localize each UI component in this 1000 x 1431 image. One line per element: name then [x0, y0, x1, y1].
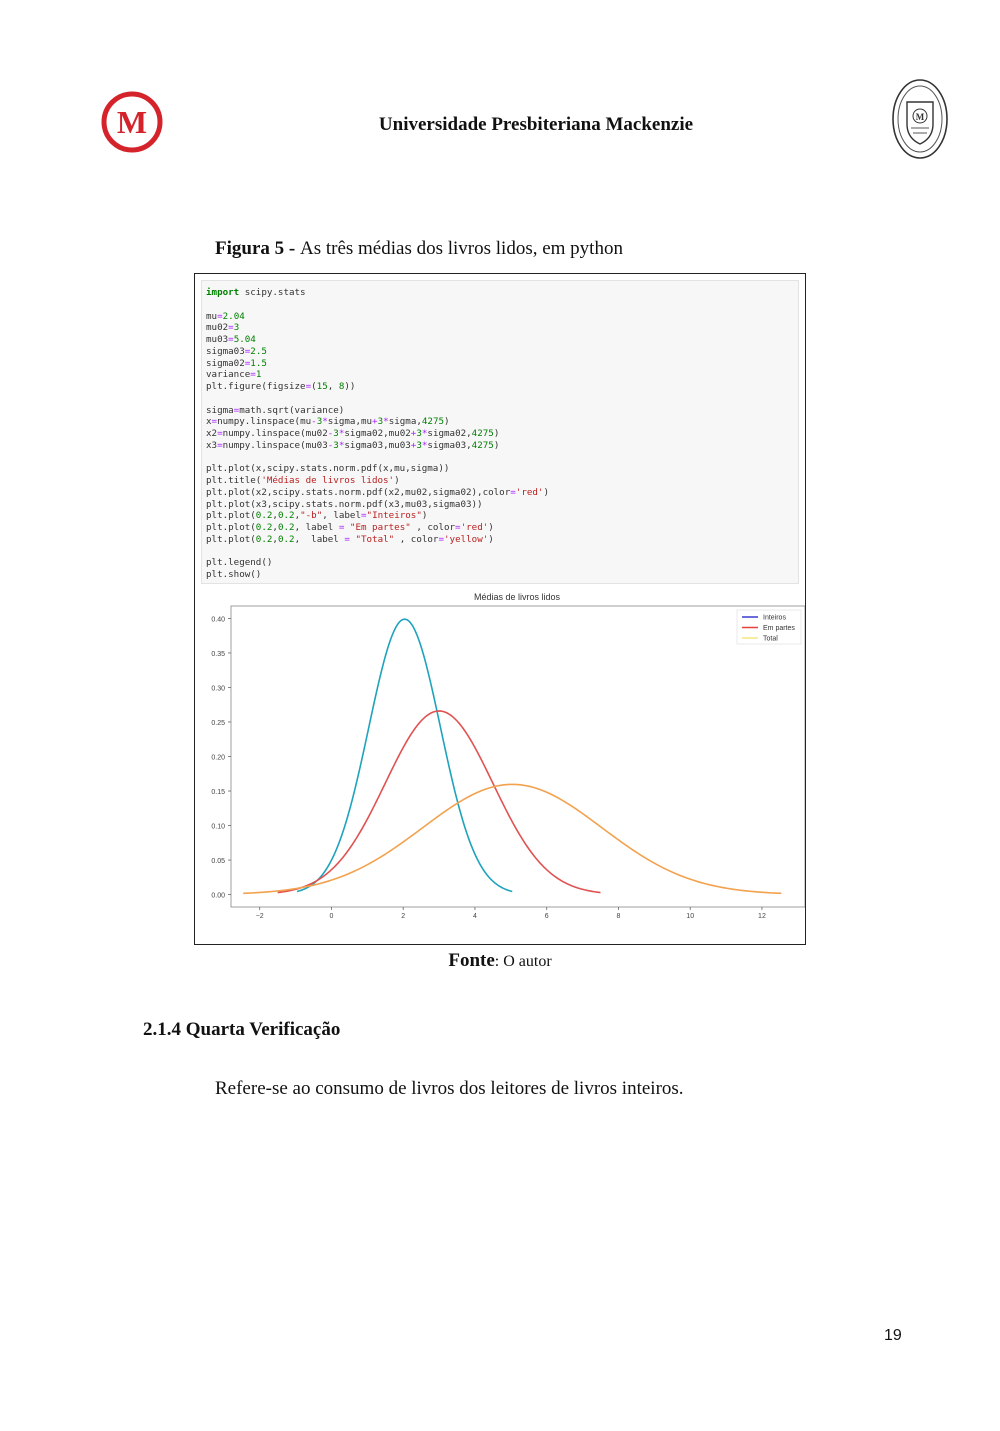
code-line: [206, 334, 549, 346]
code-line: [206, 322, 549, 334]
code-token: "Em partes": [349, 522, 411, 533]
code-token: =: [228, 334, 234, 345]
code-line: [206, 546, 549, 558]
code-line: [206, 311, 549, 323]
y-axis-ticks: [211, 616, 231, 899]
code-token: numpy.linspace(mu: [217, 416, 312, 428]
code-token: =: [338, 522, 345, 533]
code-token: ): [493, 439, 500, 451]
code-line: [206, 287, 549, 299]
y-tick-label: 0.40: [211, 616, 225, 624]
code-token: 0.2: [255, 533, 273, 545]
code-token: plt.plot(x3,scipy.stats.norm.pdf(x3,mu03,sigma03)): [206, 498, 483, 510]
code-token: plt.plot(x2,scipy.stats.norm.pdf(x2,mu02,sigma02),color: [206, 486, 511, 498]
code-token: ,: [327, 381, 339, 392]
legend-label: Total: [763, 635, 778, 643]
x-tick-label: 8: [616, 913, 621, 920]
code-token: =: [217, 310, 223, 322]
code-token: sigma02,: [427, 428, 472, 439]
code-token: 4275: [421, 416, 445, 428]
code-token: , color: [410, 522, 456, 533]
code-token: ,: [272, 510, 278, 522]
code-token: *: [421, 428, 428, 439]
code-token: 5.04: [233, 334, 256, 345]
code-token: plt.plot(x,scipy.stats.norm.pdf(x,mu,sigma)): [206, 463, 450, 475]
code-token: =: [455, 522, 461, 533]
code-token: ): [394, 475, 400, 486]
code-token: sigma03: [206, 345, 245, 357]
code-token: plt.show(): [206, 569, 262, 580]
code-token: ): [421, 510, 428, 522]
code-token: mu02: [206, 322, 229, 334]
code-token: , label: [294, 522, 339, 533]
code-line: [206, 569, 549, 581]
code-token: )): [344, 381, 356, 392]
code-token: *: [338, 439, 345, 451]
code-token: mu: [206, 310, 218, 322]
code-token: sigma03,: [427, 439, 472, 451]
code-token: 8: [338, 381, 345, 392]
figure-frame: [194, 273, 806, 945]
chart-title: Médias de livros lidos: [473, 592, 561, 602]
figure-separator: -: [284, 238, 300, 259]
code-token: =: [438, 533, 444, 545]
code-token: 0.2: [255, 522, 273, 533]
code-line: [206, 463, 549, 475]
x-tick-label: 6: [544, 913, 549, 920]
seal-letter: M: [915, 112, 925, 122]
x-tick-label: 2: [401, 913, 406, 920]
code-token: =: [217, 428, 223, 439]
code-token: *: [421, 439, 428, 451]
code-token: +: [410, 428, 417, 439]
code-line: [206, 381, 549, 393]
code-token: "Inteiros": [366, 510, 422, 522]
code-token: 'red': [515, 486, 544, 498]
code-token: math.sqrt(variance): [239, 404, 345, 416]
code-token: 15: [316, 381, 328, 392]
code-token: -: [311, 416, 317, 428]
code-token: sigma,mu: [327, 416, 373, 428]
code-token: =: [510, 486, 516, 498]
code-token: *: [383, 416, 389, 428]
code-token: mu03: [206, 334, 229, 345]
code-token: ,: [272, 533, 278, 545]
source-label: Fonte: [448, 950, 495, 971]
code-token: (: [311, 381, 317, 392]
code-token: +: [410, 439, 417, 451]
page-number: 19: [884, 1327, 902, 1344]
code-token: sigma03,mu03: [344, 439, 411, 451]
code-token: variance: [206, 369, 251, 381]
code-line: [206, 475, 549, 487]
code-token: plt.title(: [206, 475, 262, 486]
code-token: x: [206, 416, 212, 428]
section-heading: 2.1.4 Quarta Verificação: [143, 1019, 341, 1040]
figure-caption: [215, 238, 623, 260]
code-token: *: [338, 428, 345, 439]
code-line: [206, 557, 549, 569]
normal-distribution-chart: [195, 586, 805, 924]
code-token: 'yellow': [444, 533, 489, 545]
code-token: ): [488, 533, 494, 545]
code-token: 0.2: [277, 510, 295, 522]
y-tick-label: 0.25: [211, 719, 225, 727]
code-token: 3: [416, 439, 422, 451]
code-token: import: [206, 287, 240, 298]
x-tick-label: 0: [329, 913, 334, 920]
y-tick-label: 0.00: [211, 892, 225, 900]
code-token: =: [360, 510, 367, 522]
code-token: plt.plot(: [206, 522, 256, 533]
code-token: numpy.linspace(mu03: [222, 439, 328, 451]
code-token: =: [244, 345, 251, 357]
code-token: x3: [206, 439, 218, 451]
code-token: =: [305, 381, 312, 392]
code-token: 0.2: [255, 510, 273, 522]
code-token: 4275: [471, 428, 494, 439]
code-token: sigma02: [206, 357, 245, 369]
code-line: [206, 393, 549, 405]
code-token: 0.2: [277, 533, 295, 545]
x-tick-label: 4: [472, 913, 477, 920]
x-axis-ticks: [256, 907, 766, 920]
code-token: ,: [294, 510, 301, 522]
x-tick-label: 10: [686, 913, 695, 920]
y-tick-label: 0.15: [211, 789, 225, 797]
code-token: =: [250, 369, 256, 381]
code-token: =: [217, 439, 223, 451]
code-token: 3: [233, 322, 240, 334]
code-token: sigma: [206, 404, 234, 416]
code-token: 1: [255, 369, 262, 381]
code-line: [206, 452, 549, 464]
code-cell: [201, 280, 799, 584]
x-tick-label: 12: [758, 913, 766, 920]
code-token: 3: [333, 428, 339, 439]
code-token: plt.plot(: [206, 533, 256, 545]
code-token: 0.2: [277, 522, 295, 533]
y-tick-label: 0.35: [211, 650, 225, 658]
code-token: 3: [377, 416, 384, 428]
institution-name: Universidade Presbiteriana Mackenzie: [378, 114, 694, 135]
code-token: ): [488, 522, 494, 533]
code-token: *: [322, 416, 328, 428]
code-line: [206, 369, 549, 381]
code-token: -: [327, 428, 334, 439]
code-token: , label: [294, 533, 345, 545]
code-token: =: [344, 533, 350, 545]
y-tick-label: 0.10: [211, 823, 225, 831]
y-tick-label: 0.05: [211, 858, 225, 866]
legend-label: Inteiros: [763, 614, 786, 622]
code-token: scipy.stats: [239, 287, 306, 298]
code-token: 'red': [460, 522, 489, 533]
y-tick-label: 0.30: [211, 685, 225, 693]
code-token: numpy.linspace(mu02: [222, 428, 328, 439]
code-token: 3: [416, 428, 422, 439]
x-tick-label: −2: [255, 913, 264, 920]
code-token: "-b": [300, 510, 323, 522]
code-token: =: [244, 357, 251, 369]
university-seal: [891, 78, 949, 160]
code-line: [206, 534, 549, 546]
code-token: =: [228, 322, 234, 334]
code-token: plt.plot(: [206, 510, 256, 522]
code-token: 3: [333, 439, 339, 451]
figure-title: As três médias dos livros lidos, em python: [299, 238, 623, 259]
code-token: ,: [272, 522, 278, 533]
code-token: sigma02,mu02: [344, 428, 411, 439]
code-line: [206, 299, 549, 311]
code-line: [206, 487, 549, 499]
code-line: [206, 440, 549, 452]
code-token: sigma,: [388, 416, 422, 428]
code-token: ): [493, 428, 500, 439]
code-line: [206, 522, 549, 534]
code-line: [206, 405, 549, 417]
code-token: ): [444, 416, 450, 428]
code-token: -: [327, 439, 334, 451]
code-token: , label: [322, 510, 361, 522]
code-token: plt.figure(figsize: [206, 381, 306, 392]
code-line: [206, 416, 549, 428]
code-token: 'Médias de livros lidos': [261, 475, 395, 486]
code-token: 2.5: [250, 345, 267, 357]
code-line: [206, 346, 549, 358]
code-line: [206, 499, 549, 511]
code-token: x2: [206, 428, 218, 439]
code-token: plt.legend(): [206, 557, 273, 569]
code-token: , color: [394, 533, 439, 545]
code-token: =: [233, 404, 240, 416]
section-paragraph: Refere-se ao consumo de livros dos leitores de livros inteiros.: [215, 1078, 684, 1099]
code-token: +: [372, 416, 378, 428]
code-line: [206, 510, 549, 522]
code-line: [206, 358, 549, 370]
code-token: "Total": [355, 533, 395, 545]
code-token: 4275: [471, 439, 494, 451]
legend: [737, 610, 801, 644]
code-token: =: [211, 416, 218, 428]
y-tick-label: 0.20: [211, 754, 225, 762]
code-token: 1.5: [250, 357, 267, 369]
legend-label: Em partes: [763, 625, 795, 632]
code-line: [206, 428, 549, 440]
figure-source: [0, 950, 1000, 972]
source-value: : O autor: [494, 953, 552, 970]
code-token: ): [543, 486, 549, 498]
figure-label: Figura 5: [215, 238, 285, 259]
plot-area: [231, 606, 805, 907]
logo-letter: M: [116, 104, 148, 140]
code-lines: [206, 287, 549, 581]
code-token: 3: [316, 416, 323, 428]
code-token: 2.04: [222, 310, 245, 322]
